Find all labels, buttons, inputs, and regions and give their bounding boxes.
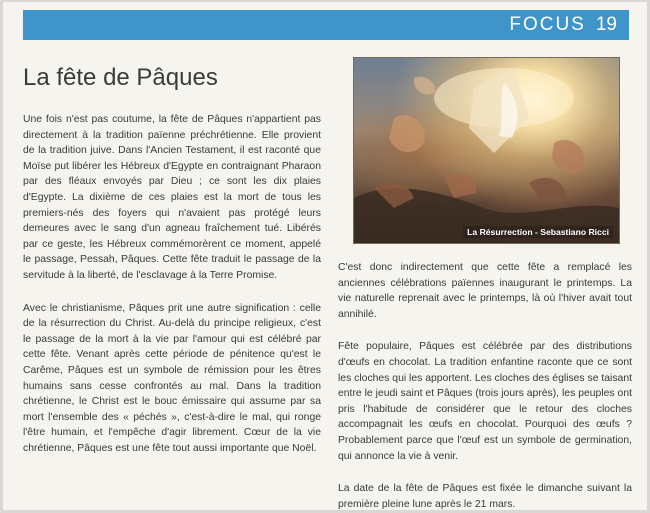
resurrection-painting [353, 57, 620, 244]
painting-illustration [354, 58, 619, 243]
left-column [23, 112, 321, 473]
paragraph: C'est donc indirectement que cette fête a remplacé les anciennes célébrations païennes inaugurant le printemps. La vie naturelle reprenait avec le printemps, là où l'hiver avait tout annihilé. [338, 262, 632, 320]
article-title: La fête de Pâques [23, 64, 218, 91]
image-caption: La Résurrection - Sebastiano Ricci [463, 226, 613, 238]
magazine-page [3, 2, 647, 510]
section-label [509, 12, 617, 38]
page-number: 19 [595, 14, 617, 35]
paragraph: Une fois n'est pas coutume, la fête de Pâques n'appartient pas directement à la tradition païenne préchrétienne. Elle provient de la tradition juive. Dans l'Ancien Testament, il est raconté que Moïse put libérer les Hébreux d'Egypte en contraignant Pharaon par des fléaux envoyés par Dieu ; ce sont les dix plaies d'Egypte. La dixième de ces plaies est la mort de tous les premiers-nés des foyers qui n'avaient pas protégé leurs demeures avec le sang d'un agneau fraîchement tué. Libérés par ce geste, les Hébreux commémorèrent ce moment, appelé le passage, Pessah, Pâques. Cette fête traduit le passage de la servitude à la liberté, de l'esclavage à la Terre Promise. [23, 114, 321, 281]
section-header-bar [23, 10, 629, 40]
right-column [338, 260, 632, 510]
paragraph: Fête populaire, Pâques est célébrée par des distributions d'œufs en chocolat. La tradition enfantine raconte que ce sont les cloches qui les apportent. Les cloches des églises se taisant entre le jeudi saint et Pâques (trois jours après), les peuples ont pris l'habitude de considérer que le retour des cloches accompagnait les œufs en chocolat. Pourquoi des œufs ? Probablement parce que l'œuf est un symbole de germination, qui annonce la vie à venir. [338, 341, 632, 462]
paragraph: La date de la fête de Pâques est fixée le dimanche suivant la première pleine lune après le 21 mars. [338, 483, 632, 510]
paragraph: Avec le christianisme, Pâques prit une autre signification : celle de la résurrection du Christ. Au-delà du principe religieux, c'est le passage de la mort à la vie par l'amour qui est célébré par cette fête. Venant après cette période de pénitence qu'est le Carême, Pâques est un symbole de rémission pour les êtres humains sans cesse confrontés au mal. Dans la tradition chrétienne, le Christ est le bouc émissaire qui assume par sa mort l'ensemble des « péchés », c'est-à-dire le mal, qui ronge l'être humain, et l'empêche d'agir librement. Cœur de la vie chrétienne, Pâques est une fête tout aussi importante que Noël. [23, 302, 321, 454]
section-name: FOCUS [509, 14, 586, 35]
